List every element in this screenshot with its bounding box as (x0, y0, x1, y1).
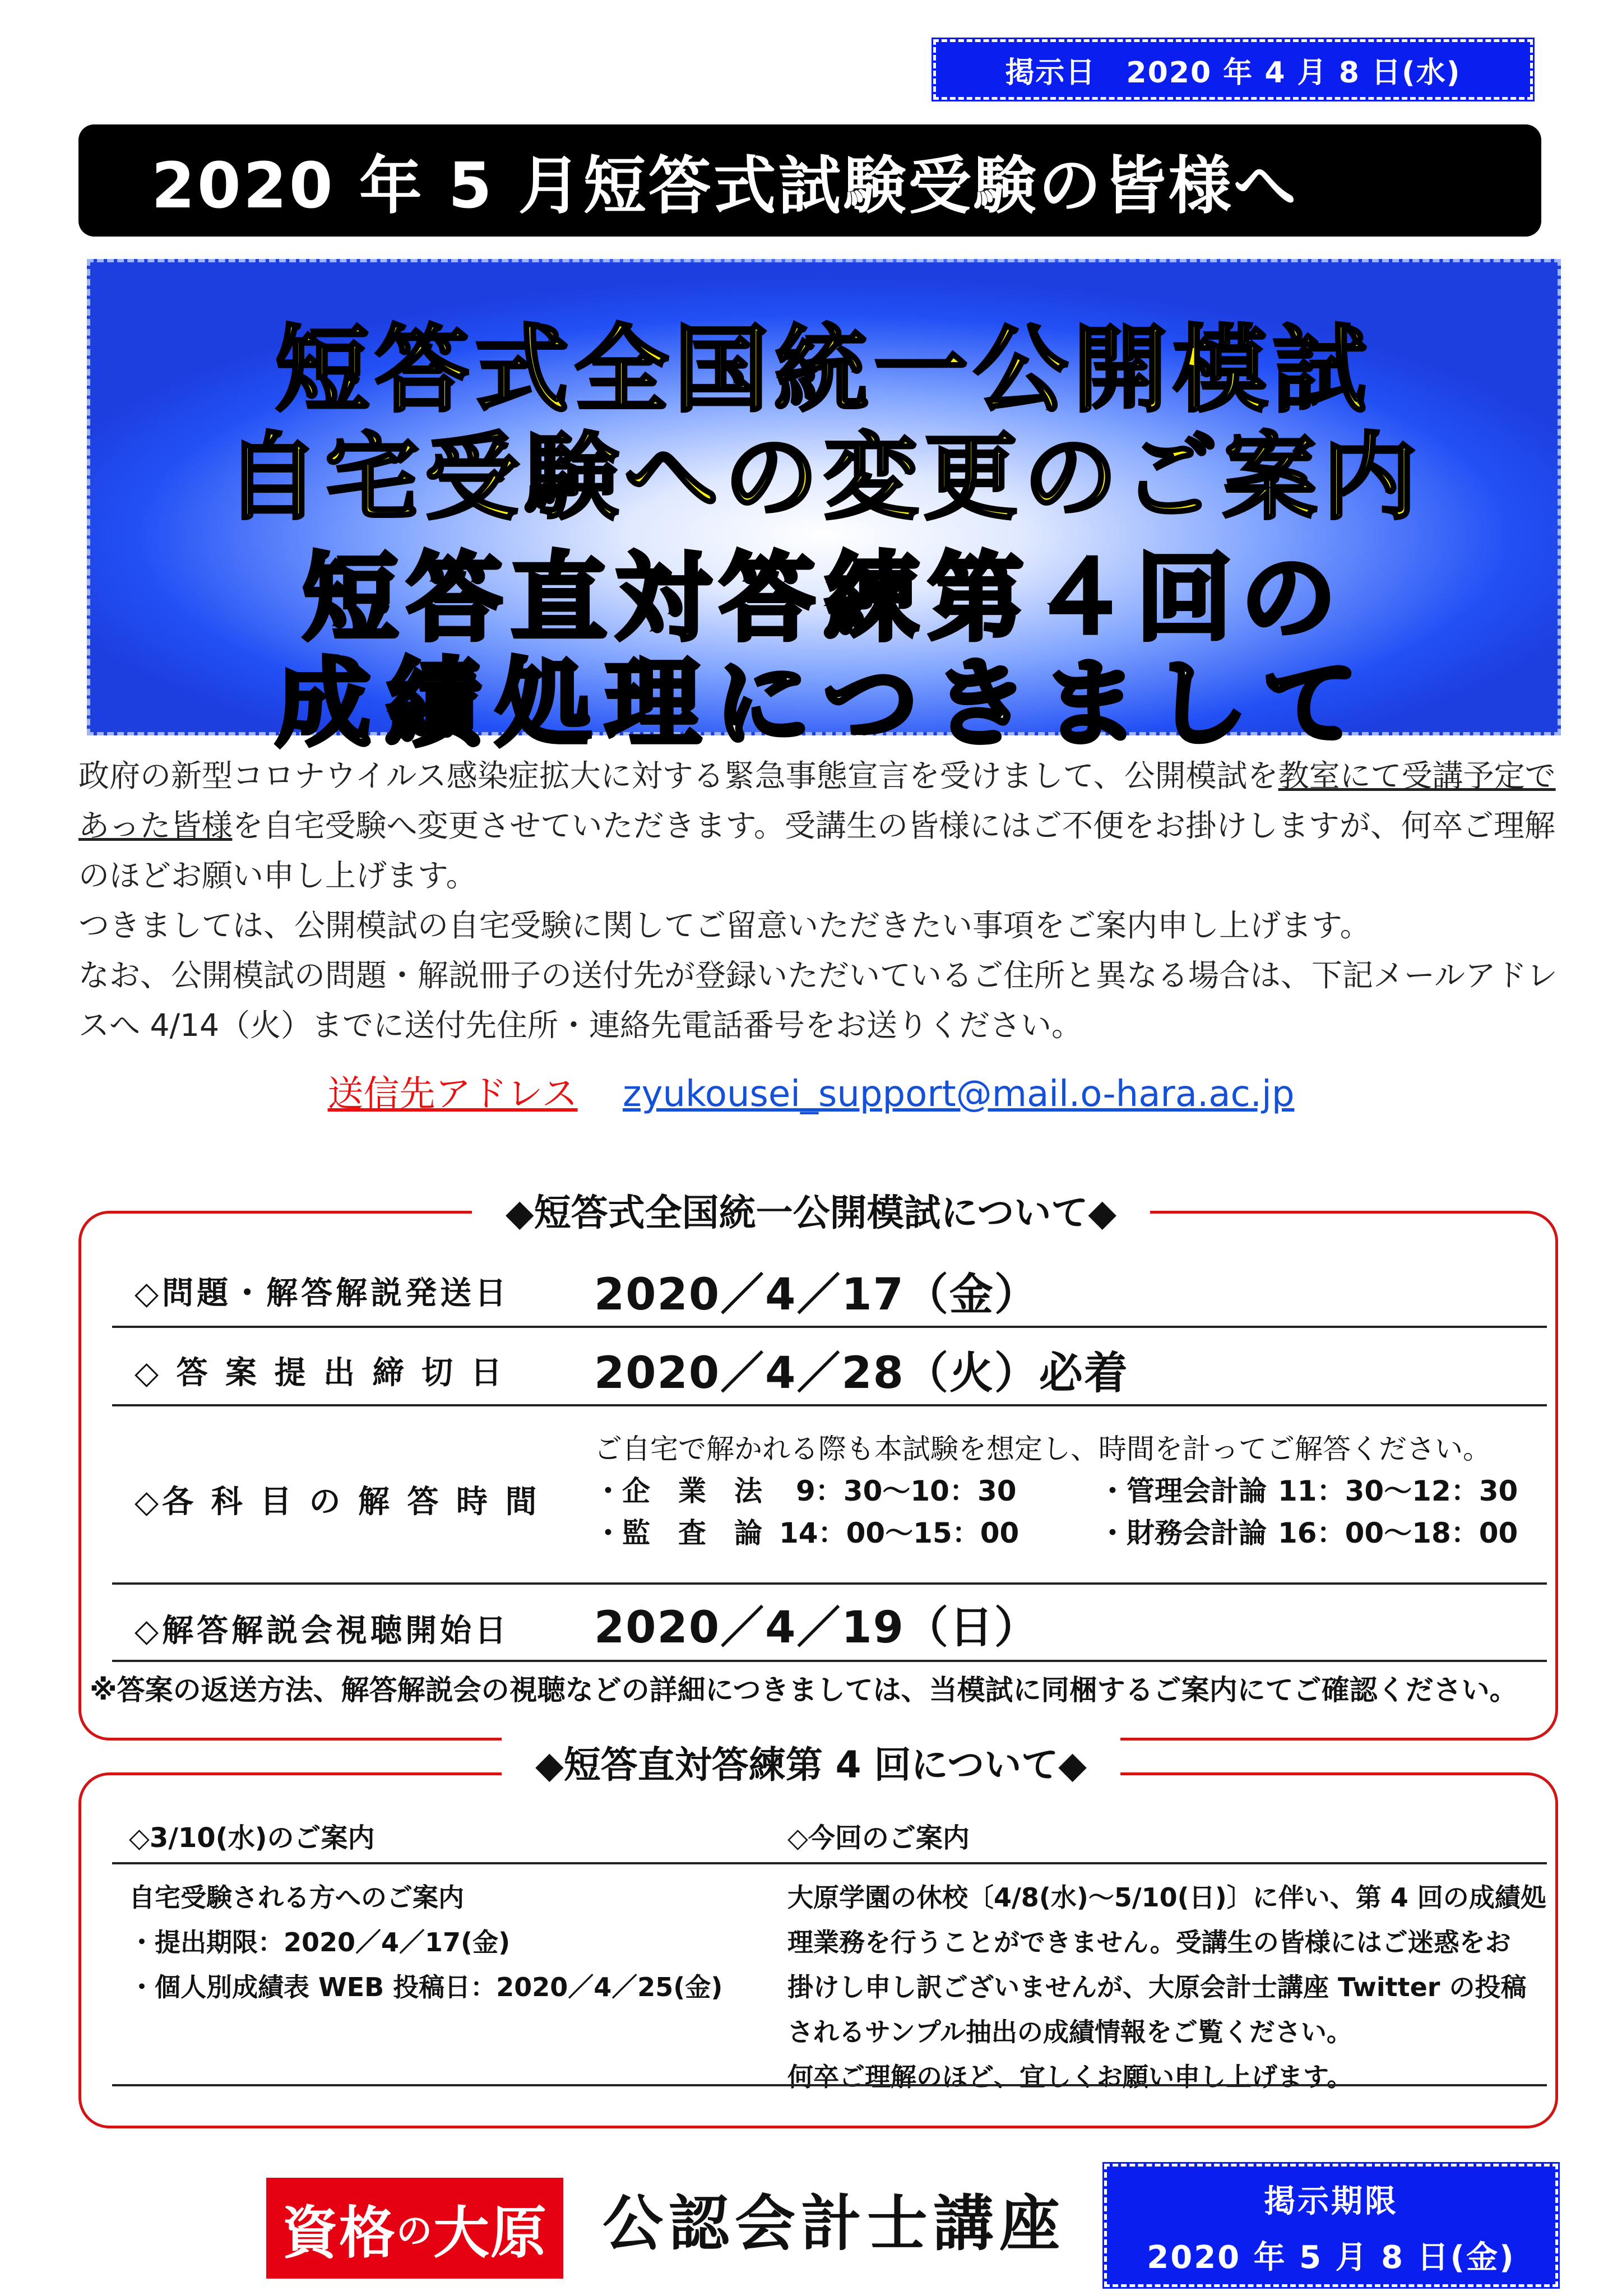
left-column-heading: ◇3/10(水)のご案内 (129, 1822, 375, 1854)
hero-line-1: 短答式全国統一公開模試 (275, 315, 1373, 425)
left-column-line: ・個人別成績表 WEB 投稿日：2020／4／25(金) (129, 1972, 723, 2002)
hero-line-2: 自宅受験への変更のご案内 (225, 423, 1422, 533)
posting-period-value: 2020 年 5 月 8 日(金) (1147, 2239, 1516, 2276)
schedule-subject: ・企 業 法 (594, 1475, 762, 1507)
schedule-time: 16：00〜18：00 (1278, 1517, 1518, 1549)
hero-line-3: 短答直対答練第４回の (302, 543, 1345, 654)
info-row-value: 2020／4／28（火）必着 (594, 1348, 1129, 1399)
schedule-time: 14：00〜15：00 (779, 1517, 1019, 1549)
posted-date-badge (933, 39, 1533, 100)
right-column-line: 大原学園の休校〔4/8(水)〜5/10(日)〕に伴い、第 4 回の成績処 (787, 1882, 1546, 1913)
schedule-intro: ご自宅で解かれる際も本試験を想定し、時間を計ってご解答ください。 (594, 1433, 1491, 1465)
right-column-body (787, 1875, 1550, 2099)
info-row (112, 1404, 1547, 1585)
page-title (78, 124, 1541, 237)
practice-exam-section-title (0, 1735, 1622, 1788)
schedule-subject: ・監 査 論 (594, 1517, 762, 1549)
page-title-text: 2020 年 5 月短答式試験受験の皆様へ (151, 149, 1299, 223)
left-column-line: 自宅受験される方へのご案内 (129, 1882, 464, 1913)
intro-paragraph-3: なお、公開模試の問題・解説冊子の送付先が登録いただいているご住所と異なる場合は、下記メールアドレスへ 4/14（火）までに送付先住所・連絡先電話番号をお送りください。 (78, 957, 1558, 1043)
hero-banner (87, 259, 1561, 760)
info-row (112, 1582, 1547, 1662)
info-row-value: 2020／4／17（金） (594, 1270, 1039, 1320)
info-row-label: ◇問題・解答解説発送日 (135, 1275, 510, 1312)
divider (112, 1862, 1547, 1864)
contact-email-link[interactable]: zyukousei_support@mail.o-hara.ac.jp (622, 1073, 1295, 1115)
posted-date-text: 掲示日 2020 年 4 月 8 日(水) (1005, 55, 1461, 90)
mock-exam-section-title-text: ◆短答式全国統一公開模試について◆ (472, 1183, 1150, 1236)
posting-period-badge (1104, 2164, 1558, 2287)
hero-line-4: 成績処理につきまして (275, 649, 1373, 760)
intro-paragraph-2: つきましては、公開模試の自宅受験に関してご留意いただきたい事項をご案内申し上げます。 (78, 908, 1371, 943)
mock-exam-section-title (0, 1183, 1622, 1236)
right-column-line: 何卒ご理解のほど、宜しくお願い申し上げます。 (787, 2062, 1353, 2092)
intro-p1-a: 政府の新型コロナウイルス感染症拡大に対する緊急事態宣言を受けまして、公開模試を (78, 758, 1278, 794)
ohara-logo (266, 2178, 563, 2279)
schedule-subject: ・管理会計論 (1099, 1475, 1267, 1507)
right-column-heading: ◇今回のご案内 (787, 1822, 970, 1854)
intro-p1-b: を自宅受験へ変更させていただきます。受講生の皆様にはご不便をお掛けしますが、何卒ご理解のほどお願い申し上げます。 (78, 808, 1556, 894)
info-row-label: ◇各 科 目 の 解 答 時 間 (135, 1484, 540, 1520)
logo-text-b: の (396, 2211, 433, 2252)
contact-line (0, 1065, 1622, 1117)
schedule-time: 9：30〜10：30 (796, 1475, 1017, 1507)
right-column-line: されるサンプル抽出の成績情報をご覧ください。 (787, 2017, 1352, 2047)
left-column-line: ・提出期限：2020／4／17(金) (129, 1927, 511, 1957)
logo-text-a: 資格 (282, 2200, 396, 2266)
info-row-label: ◇解答解説会視聴開始日 (135, 1613, 510, 1649)
logo-text-c: 大原 (433, 2200, 548, 2266)
schedule-subject: ・財務会計論 (1099, 1517, 1267, 1549)
info-row (112, 1326, 1547, 1406)
posting-period-label: 掲示期限 (1264, 2183, 1398, 2220)
divider (112, 2084, 1547, 2086)
right-column-line: 掛けし申し訳ございませんが、大原会計士講座 Twitter の投稿 (787, 1972, 1527, 2002)
contact-label: 送信先アドレス (327, 1073, 578, 1115)
right-column-line: 理業務を行うことができません。受講生の皆様にはご迷惑をお (787, 1927, 1511, 1957)
info-row-label: ◇ 答 案 提 出 締 切 日 (135, 1355, 506, 1391)
intro-p1-underlined: 教室にて受講予定であった皆様 (78, 758, 1556, 844)
info-row-value: 2020／4／19（日） (594, 1603, 1039, 1653)
info-row (112, 1247, 1547, 1328)
section-note: ※答案の返送方法、解答解説会の視聴などの詳細につきましては、当模試に同梱するご案内にてご確認ください。 (90, 1674, 1518, 1706)
intro-paragraph-1 (78, 751, 1558, 901)
intro-text (78, 751, 1558, 1050)
practice-exam-section-title-text: ◆短答直対答練第 4 回について◆ (502, 1735, 1120, 1788)
course-name: 公認会計士講座 (603, 2189, 1066, 2259)
left-column-body (129, 1875, 757, 2010)
schedule-time: 11：30〜12：30 (1278, 1475, 1518, 1507)
